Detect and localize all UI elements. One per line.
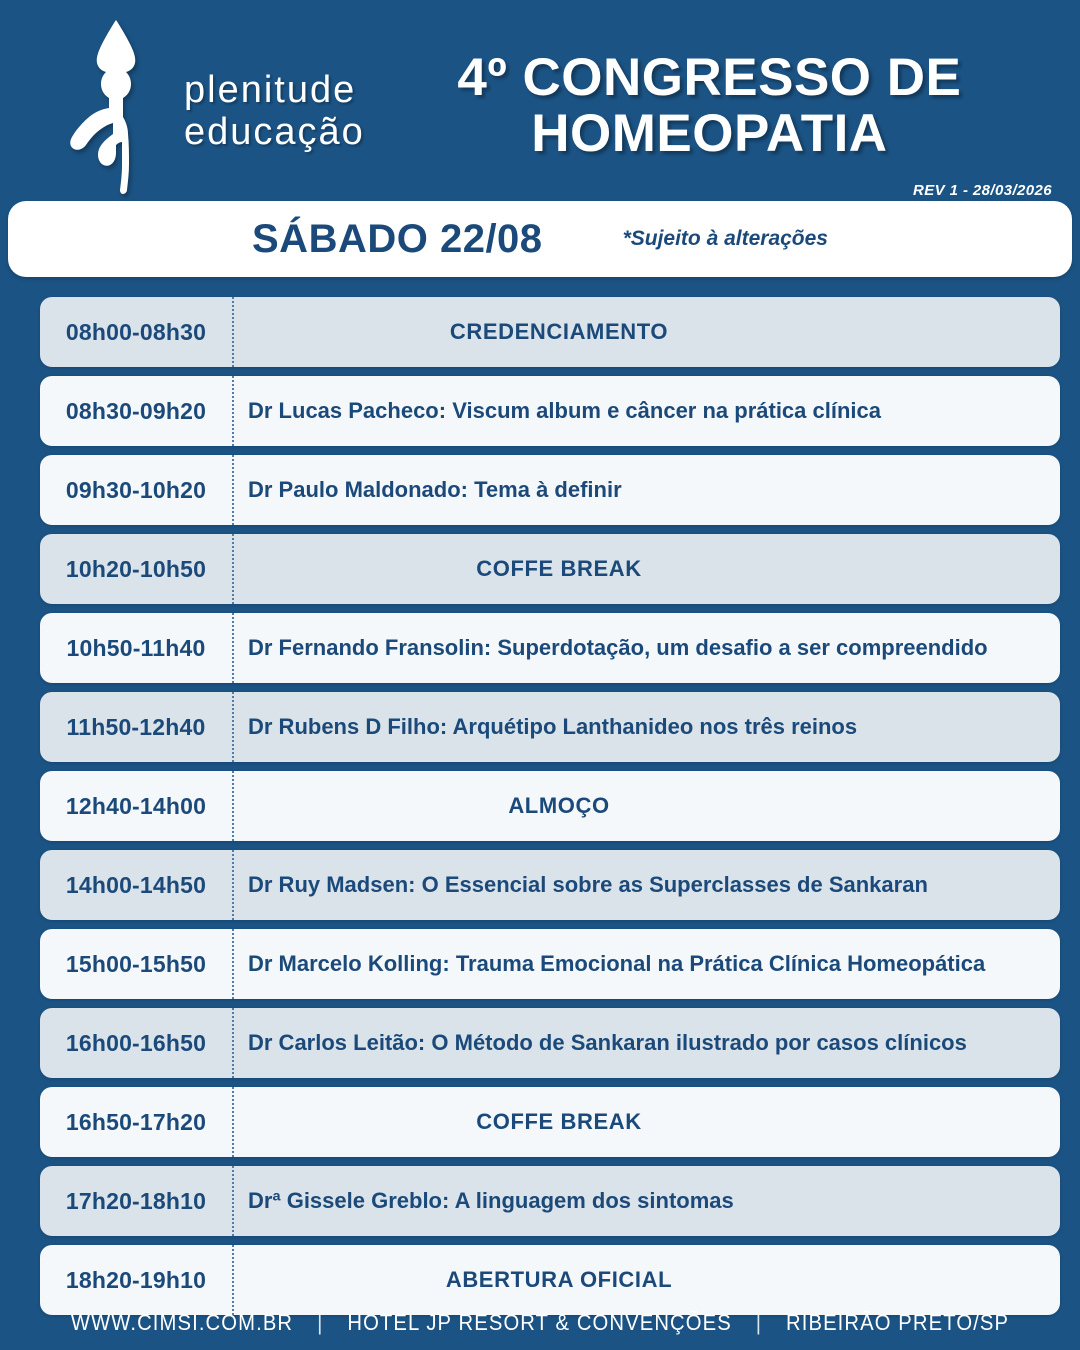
schedule-row-topic: Superdotação, um desafio a ser compreendido	[497, 634, 988, 660]
schedule-row-speaker: Drª Gissele Greblo:	[248, 1187, 450, 1213]
schedule-row-topic: O Essencial sobre as Superclasses de Sankaran	[421, 871, 928, 897]
schedule-row-description	[234, 714, 1060, 740]
schedule-row-speaker: Dr Ruy Madsen:	[248, 871, 416, 897]
schedule-row-description	[234, 951, 1060, 977]
schedule-row-topic: COFFE BREAK	[476, 555, 642, 581]
brand-name-line2: educação	[184, 111, 365, 153]
schedule-row-time: 10h20-10h50	[65, 555, 207, 582]
schedule-row-topic: A linguagem dos sintomas	[454, 1187, 734, 1213]
revision-note: REV 1 - 28/03/2026	[913, 182, 1052, 199]
schedule-row-topic: Arquétipo Lanthanideo nos três reinos	[452, 713, 858, 739]
title-line-1: 4º CONGRESSO DE	[457, 48, 962, 107]
schedule-row	[40, 929, 1060, 999]
footer-website[interactable]: WWW.CIMSI.COM.BR	[70, 1310, 294, 1335]
schedule-row-time: 18h20-19h10	[65, 1266, 207, 1293]
schedule-row	[40, 850, 1060, 920]
schedule-row-topic: Tema à definir	[474, 476, 622, 502]
schedule-row-description	[234, 556, 1060, 582]
schedule-row-speaker: Dr Lucas Pacheco:	[248, 397, 447, 423]
schedule-row-time: 14h00-14h50	[65, 871, 207, 898]
page-title	[365, 16, 1080, 162]
schedule-row-topic: ABERTURA OFICIAL	[445, 1266, 673, 1292]
poster-header	[0, 0, 1080, 200]
poster-footer	[43, 1296, 1037, 1350]
schedule-row-topic: COFFE BREAK	[476, 1108, 642, 1134]
schedule-row	[40, 1008, 1060, 1078]
brand-name-line1: plenitude	[184, 69, 357, 112]
schedule-row-speaker: Dr Fernando Fransolin:	[248, 634, 492, 660]
brand-wordmark	[184, 70, 365, 154]
schedule-row-speaker: Dr Carlos Leitão:	[248, 1029, 426, 1055]
schedule-row-time: 09h30-10h20	[65, 476, 207, 503]
schedule-row-time: 17h20-18h10	[65, 1187, 207, 1214]
schedule-row-description	[234, 1188, 1060, 1214]
schedule-row-time: 10h50-11h40	[66, 634, 206, 661]
schedule-row-topic: Viscum album e câncer na prática clínica	[452, 397, 881, 423]
schedule-row-time: 11h50-12h40	[66, 713, 206, 740]
schedule-row-description	[234, 1267, 1060, 1293]
schedule-row-speaker: Dr Marcelo Kolling:	[248, 950, 450, 976]
schedule-row	[40, 1087, 1060, 1157]
schedule-row	[40, 1166, 1060, 1236]
day-label: SÁBADO 22/08	[252, 216, 543, 261]
schedule-row-description	[234, 872, 1060, 898]
day-banner	[8, 201, 1072, 277]
title-line-2: HOMEOPATIA	[531, 104, 888, 164]
schedule-row-description	[234, 1109, 1060, 1135]
schedule-row-topic: Trauma Emocional na Prática Clínica Homeopática	[455, 950, 986, 976]
schedule-row	[40, 376, 1060, 446]
schedule-row-time: 12h40-14h00	[65, 792, 207, 819]
schedule-disclaimer: *Sujeito à alterações	[622, 227, 828, 250]
schedule-row-topic: CREDENCIAMENTO	[449, 318, 669, 344]
schedule-row-description	[234, 635, 1060, 661]
schedule-row-time: 08h30-09h20	[65, 397, 207, 424]
footer-city: RIBEIRÃO PRETO/SP	[786, 1310, 1010, 1335]
schedule-row-description	[234, 793, 1060, 819]
schedule-row	[40, 613, 1060, 683]
schedule-row-speaker: Dr Rubens D Filho:	[248, 713, 448, 739]
footer-venue: HOTEL JP RESORT & CONVENÇÕES	[347, 1310, 732, 1335]
schedule-row	[40, 534, 1060, 604]
schedule-row-speaker: Dr Paulo Maldonado:	[248, 476, 468, 502]
schedule-row	[40, 692, 1060, 762]
schedule-row-description	[234, 319, 1060, 345]
schedule-row	[40, 455, 1060, 525]
footer-separator-1: |	[317, 1310, 324, 1335]
schedule-row-time: 16h00-16h50	[65, 1029, 207, 1056]
schedule-row-description	[234, 1030, 1060, 1056]
schedule-row-time: 16h50-17h20	[65, 1108, 207, 1135]
schedule-row	[40, 771, 1060, 841]
yoga-tree-pose-icon	[62, 16, 170, 194]
schedule-row-topic: ALMOÇO	[508, 792, 610, 818]
schedule-table	[40, 297, 1060, 1324]
schedule-row-description	[234, 477, 1060, 503]
schedule-row-description	[234, 398, 1060, 424]
footer-separator-2: |	[755, 1310, 763, 1335]
schedule-row	[40, 297, 1060, 367]
brand-lockup	[0, 16, 365, 194]
schedule-row-time: 08h00-08h30	[65, 318, 207, 345]
schedule-row-topic: O Método de Sankaran ilustrado por casos clínicos	[431, 1029, 967, 1055]
schedule-row-time: 15h00-15h50	[65, 950, 207, 977]
